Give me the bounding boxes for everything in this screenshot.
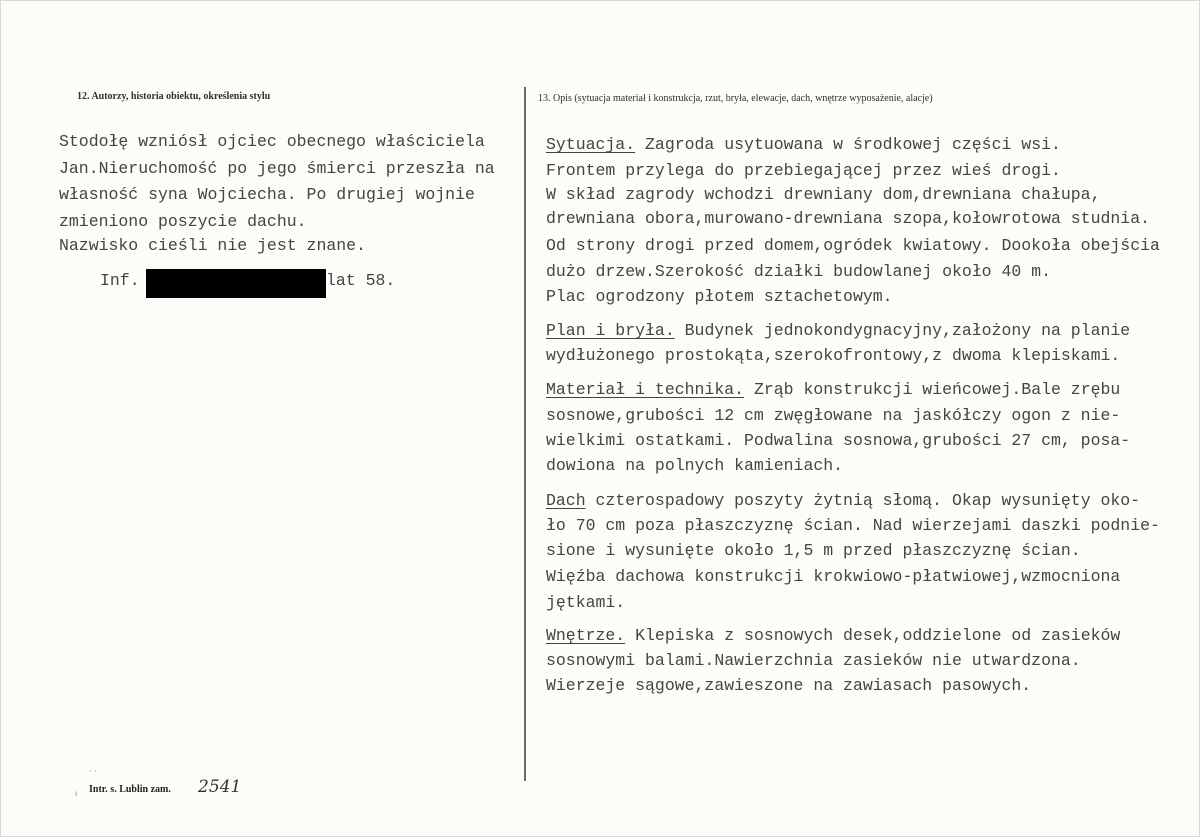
section-title-plan: Plan i bryła. [546, 321, 675, 340]
paper-speck: · · [89, 767, 97, 776]
left-text-line: Jan.Nieruchomość po jego śmierci przeszła na [59, 159, 495, 178]
left-column-heading: 12. Autorzy, historia obiektu, określenia stylu [77, 91, 271, 102]
section-line: Materiał i technika. Zrąb konstrukcji wieńcowej.Bale zrębu [546, 380, 1121, 399]
section-line: Więźba dachowa konstrukcji krokwiowo-płatwiowej,wzmocniona [546, 567, 1121, 586]
column-divider [524, 87, 526, 781]
section-line: sosnowe,grubości 12 cm zwęgłowane na jaskółczy ogon z nie- [546, 406, 1121, 425]
footer-stamp-label: Intr. s. Lublin zam. [89, 784, 171, 795]
section-line: ło 70 cm poza płaszczyznę ścian. Nad wierzejami daszki podnie- [546, 516, 1160, 535]
section-line: Od strony drogi przed domem,ogródek kwiatowy. Dookoła obejścia [546, 236, 1160, 255]
section-line: dowiona na polnych kamieniach. [546, 456, 844, 475]
informant-label: Inf. [100, 271, 140, 290]
section-line: Wierzeje sągowe,zawieszone na zawiasach pasowych. [546, 676, 1032, 695]
left-text-line: Nazwisko cieśli nie jest znane. [59, 236, 366, 255]
section-line: Sytuacja. Zagroda usytuowana w środkowej części wsi. [546, 135, 1061, 154]
section-line: sione i wysunięte około 1,5 m przed płaszczyznę ścian. [546, 541, 1081, 560]
section-line: Plac ogrodzony płotem sztachetowym. [546, 287, 893, 306]
informant-age: lat 58. [326, 271, 396, 290]
section-line: dużo drzew.Szerokość działki budowlanej około 40 m. [546, 262, 1051, 281]
left-text-line: Stodołę wzniósł ojciec obecnego właściciela [59, 132, 485, 151]
section-line: Frontem przylega do przebiegającej przez wieś drogi. [546, 161, 1061, 180]
section-line: Wnętrze. Klepiska z sosnowych desek,oddzielone od zasieków [546, 626, 1121, 645]
section-line: wielkimi ostatkami. Podwalina sosnowa,grubości 27 cm, posa- [546, 431, 1131, 450]
section-title-dach: Dach [546, 491, 586, 510]
left-text-line: własność syna Wojciecha. Po drugiej wojnie [59, 185, 475, 204]
section-line: drewniana obora,murowano-drewniana szopa,kołowrotowa studnia. [546, 209, 1150, 228]
paper-speck: ı [75, 789, 78, 798]
section-line: wydłużonego prostokąta,szerokofrontowy,z dwoma klepiskami. [546, 346, 1121, 365]
section-line: sosnowymi balami.Nawierzchnia zasieków nie utwardzona. [546, 651, 1081, 670]
section-line: W skład zagrody wchodzi drewniany dom,drewniana chałupa, [546, 185, 1101, 204]
handwritten-number: 2541 [198, 777, 242, 797]
section-line: jętkami. [546, 593, 626, 612]
section-title-wnetrze: Wnętrze. [546, 626, 626, 645]
section-line: Plan i bryła. Budynek jednokondygnacyjny,założony na planie [546, 321, 1131, 340]
section-title-sytuacja: Sytuacja. [546, 135, 636, 154]
section-line: Dach czterospadowy poszyty żytnią słomą. Okap wysunięty oko- [546, 491, 1141, 510]
left-text-line: zmieniono poszycie dachu. [59, 212, 307, 231]
right-column-heading: 13. Opis (sytuacja materiał i konstrukcja, rzut, bryła, elewacje, dach, wnętrze wyposażenie, alacje) [538, 93, 933, 104]
section-title-material: Materiał i technika. [546, 380, 745, 399]
redacted-informant-name [146, 269, 326, 298]
